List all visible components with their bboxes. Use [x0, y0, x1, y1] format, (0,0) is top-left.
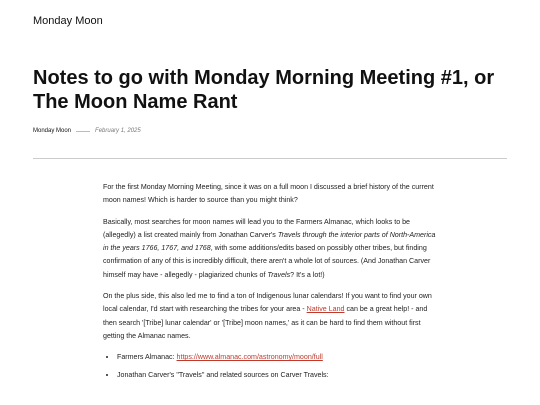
post-date: February 1, 2025: [95, 128, 141, 134]
book-title-italic: Travels through the interior parts of North-America in the years 1766, 1767, and 1768: [103, 230, 436, 253]
paragraph-intro: For the first Monday Morning Meeting, since it was on a full moon I discussed a brief history of the current moon names! Which is harder to source than you might think?: [103, 183, 434, 205]
native-land-link[interactable]: Native Land: [306, 305, 345, 314]
header-divider: [33, 158, 507, 159]
list-item: [117, 351, 439, 364]
post-content: [103, 181, 439, 386]
list-item-label: Jonathan Carver's "Travels" and related sources on Carver Travels:: [117, 370, 329, 379]
post-title: Notes to go with Monday Morning Meeting #1, or The Moon Name Rant: [33, 67, 495, 113]
list-item-label: Farmers Almanac:: [117, 353, 177, 362]
paragraph-text: Basically, most searches for moon names will lead you to the Farmers Almanac, which looks to be (allegedly) a list created mainly from Jonathan Carver's: [103, 217, 411, 239]
meta-separator: [76, 131, 90, 132]
paragraph-text: , with some additions/edits based on possibly other tribes, but finding confirmation of any of this is incredibly difficult, there aren't a whole lot of sources. (And Jonathan Carver himself may have - allegedly - plagiarized chunks of: [103, 244, 431, 279]
paragraph-text: ? It's a lot!): [290, 270, 325, 279]
almanac-link[interactable]: https://www.almanac.com/astronomy/moon/full: [176, 353, 323, 362]
paragraph-text: On the plus side, this also led me to find a ton of Indigenous lunar calendars! If you want to find your own local calendar, I'd start with researching the tribes for your area -: [103, 292, 432, 314]
post-meta: [33, 128, 141, 134]
list-item: [117, 369, 439, 382]
paragraph-almanac: [103, 216, 439, 282]
post-author[interactable]: Monday Moon: [33, 128, 72, 134]
paragraph-text: can be a great help! - and then search '[Tribe] lunar calendar' or '[Tribe] moon names,' as it can be hard to find them without first getting the Almanac names.: [103, 305, 428, 340]
site-title-link[interactable]: Monday Moon: [33, 15, 103, 27]
paragraph-indigenous: [103, 290, 439, 343]
book-title-short-italic: Travels: [267, 270, 291, 279]
source-list: [103, 351, 439, 382]
